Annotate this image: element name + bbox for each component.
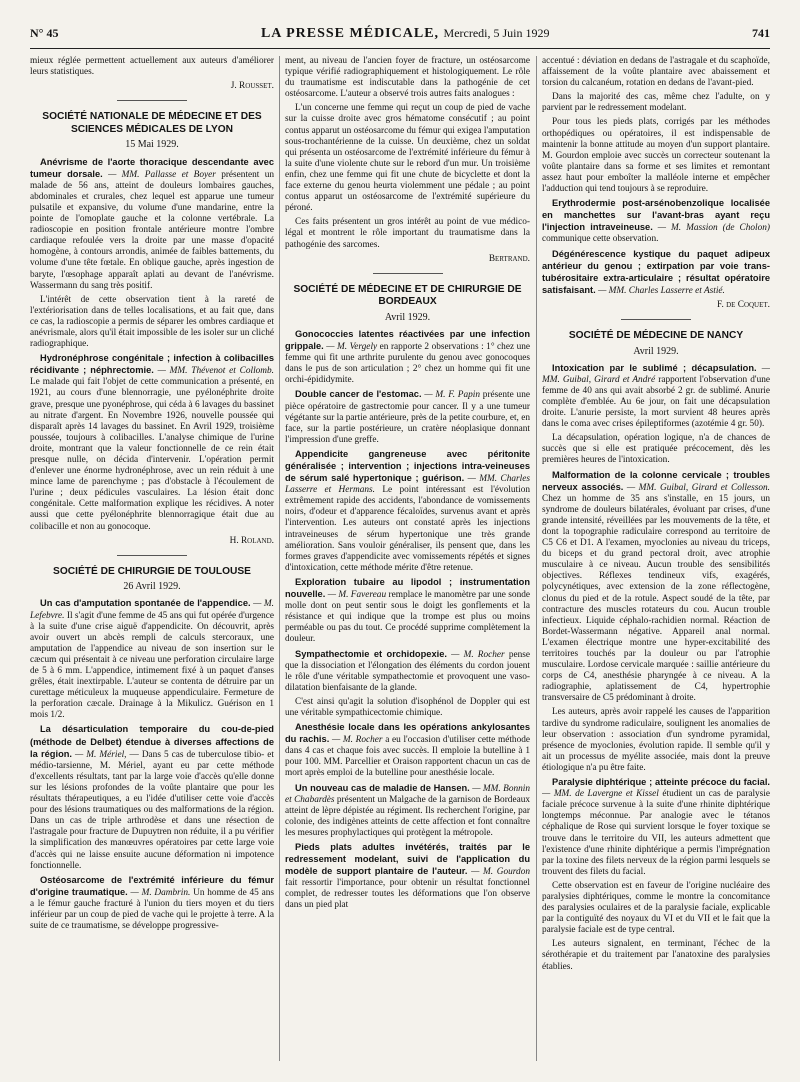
column-2 xyxy=(285,56,530,1066)
article-text: Un homme de 45 ans a le fémur gauche fracturé à l'union du tiers moyen et du tiers inférieur par un coup de pied de vache qui le projette à terre. A la suite de ce traumatisme, se développe progressive- xyxy=(30,887,274,932)
article-title: Anesthésie locale dans les opérations ankylosantes du rachis. xyxy=(285,722,530,745)
article-title: La désarticulation temporaire du cou-de-pied (méthode de Delbet) étendue à diverses affections de la région. xyxy=(30,724,274,759)
article xyxy=(285,842,530,912)
column-1 xyxy=(30,56,274,1066)
article-title: Paralysie diphtérique ; atteinte précoce du facial. xyxy=(552,777,770,788)
signature: J. Rousset. xyxy=(230,81,274,92)
article-text: étudient un cas de paralysie faciale précoce survenue à la suite d'une rhinite diphtérique longtemps méconnue. Par analogie avec le tétanos céphalique de Rose qui survient lorsque le foyer toxique se trouve dans le territoire du VII, les auteurs admettent que l'existence d'une rhinite diphtérique a permis l'imprégnation par la toxine des filets nerveux de la région parmi lesquels se trouvent des filets du facial. xyxy=(542,789,770,877)
article xyxy=(285,722,530,779)
article-text: Le point intéressant est l'évolution extrêmement rapide des accidents, l'abondance de vomissements noirs, d'odeur et d'apparence fécaloïdes, survenus avant et après l'intervention. Les auteurs ont constaté après les injections intraveineuses de sérum hypertonique une très grande amélioration. Sans vouloir généraliser, ils pensent que, dans les formes graves d'appendicite avec vomissements répétés et signes d'intoxication, cette méthode mérite d'être retenue. xyxy=(285,485,530,573)
article-authors: — MM. Charles Lasserre et Hermans. xyxy=(285,474,530,496)
article xyxy=(542,363,770,431)
article xyxy=(542,249,770,297)
article-title: Dégénérescence kystique du paquet adipeux antérieur du genou ; extirpation par voie trans-tubérositaire extra-articulaire ; résultat opératoire satisfaisant. xyxy=(542,248,770,295)
article-authors: — M. Favereau xyxy=(327,590,387,601)
article-text: remplace le manomètre par une sonde molle dont on peut sentir sous le doigt les gonflements et la résistance et qui indique que la trompe est plus ou moins perméable ou pas du tout. Ce procédé supprime complètement la douleur. xyxy=(285,590,530,645)
article xyxy=(285,449,530,574)
article-authors: — MM. Guibal, Girard et André xyxy=(542,363,770,385)
paragraph: La décapsulation, opération logique, n'a de chances de succès que si elle est pratiquée précocement, dès les premières heures de l'intoxication. xyxy=(542,433,770,466)
article-title: Un cas d'amputation spontanée de l'appendice. xyxy=(40,598,251,609)
article-authors: — M. Lefebvre. xyxy=(30,599,274,621)
issue-number: N° 45 xyxy=(30,26,59,40)
article-title: Appendicite gangreneuse avec péritonite généralisée ; intervention ; injections intra-veineuses de sérum salé hypertonique ; guérison. xyxy=(285,448,530,484)
section-title: SOCIÉTÉ DE CHIRURGIE DE TOULOUSE xyxy=(53,565,251,577)
article-text: présentent un Malgache de la garnison de Bordeaux atteint de lèpre dépistée au régiment. Ils recherchent l'origine, par colonie, des indigènes atteints de cette affection et font connaître les mesures prophylactiques qui protègent la métropole. xyxy=(285,794,530,838)
article-title: Double cancer de l'estomac. xyxy=(295,389,422,400)
article-text: Chez un homme de 35 ans s'installe, en 15 jours, un syndrome de douleurs bilatérales, évoluant par crises, d'une grande intensité, réveillées par les mouvements de la tête, et dont la topographie radiculaire correspond au territoire de C5 C6 et D1. A l'examen, myoclonies au niveau du triceps, du biceps et du grand pectoral droit, avec atrophie musculaire à ce niveau. Aucun trouble des sensibilités objectives. Réflexes tendineux vifs, exagérés, polycynétiques, avec extension de la zone réflectogène, clonus du pied et de la rotule. Aspect soudé de la tête, par contracture des muscles rotateurs du cou. Aucun trouble infectieux. Liquide céphalo-rachidien normal. Réaction de Bordet-Wassermann négative. Appareil anal normal. L'examen électrique montre une hyper-excitabilité des territoires touchés par la douleur ou par l'atrophie musculaire. Lordose cervicale marquée : saillie antérieure du corps de C4, anesthésie pharyngée à ce niveau. A la radiographie, aplatissement de C4, hypertrophie transversaire de C5 prédominant à droite. xyxy=(542,493,770,704)
paragraph: Dans la majorité des cas, même chez l'adulte, on y parvient par le redressement modelant. xyxy=(542,92,770,114)
section-date: Avril 1929. xyxy=(384,311,431,323)
article-title: Sympathectomie et orchidopexie. xyxy=(295,648,447,659)
article-text: en rapporte 2 observations : 1° chez une femme qui fit une arthrite purulente du genou avec gonocoques dans le pus de son articulation ; 2° chez un homme qui fit une orchi-épididymite. xyxy=(285,342,530,386)
article-text: fait ressortir l'importance, pour obtenir un résultat fonctionnel complet, de redresser toutes les déformations que l'on observe dans un pied plat xyxy=(285,878,530,911)
column-3 xyxy=(542,56,770,1066)
article-text: présentent un malade de 56 ans, atteint de douleurs lombaires gauches, abdominales et crurales, chez lequel est apparue une tumeur pulsatile et expansive, du volume d'une mandarine, entre la pointe de l'omoplate gauche et la colonne vertébrale. La radioscopie en position frontale antérieure montre l'ombre cardiaque refoulée vers la droite par une masse d'opacité homogène, à contours arrondis, animée de faibles battements, du volume d'une tête fœtale. En oblique gauche, après ingestion de baryte, l'œsophage apparaît aplati au devant de l'anévrisme. Wassermann du sang très positif. xyxy=(30,169,274,291)
article-text: a eu l'occasion d'utiliser cette méthode dans 4 cas et chaque fois avec succès. Il emploie la butelline à 1 pour 100. MM. Parcellier et Oraison rapportent chacun un cas de mort après emploi de la butelline pour anesthésie locale. xyxy=(285,735,530,779)
paragraph: Les auteurs, après avoir rappelé les causes de l'apparition tardive du syndrome radiculaire, soulignent les anomalies de leur observation : association d'un syndrome pyramidal, présence de myoclonies, évolution rapide. Il semble qu'il y ait un processus de myélite associée, mais dont la preuve étiologique n'a pu être faite. xyxy=(542,707,770,773)
article-title: Pieds plats adultes invétérés, traités par le redressement modelant, suivi de l'application du modèle de support plantaire de l'auteur. xyxy=(285,842,530,877)
article-title: Un nouveau cas de maladie de Hansen. xyxy=(295,782,470,793)
paragraph: Pour tous les pieds plats, corrigés par les méthodes orthopédiques ou opératoires, il est indispensable de maintenir la bonne attitude au moyen d'un support plantaire. M. Gourdon emploie avec succès un correcteur soutenant la voûte plantaire dans sa forme et ses limites et remontant assez haut pour emboîter la malléole interne et empêcher l'adduction qui tend toujours à se reproduire. xyxy=(542,117,770,195)
article-authors: — M. Massion (de Cholon) xyxy=(657,223,770,234)
article xyxy=(30,598,274,721)
article xyxy=(30,724,274,871)
separator xyxy=(117,100,187,101)
header-rule xyxy=(30,48,770,49)
journal-title xyxy=(261,26,550,42)
section-title: SOCIÉTÉ DE MÉDECINE DE NANCY xyxy=(568,329,744,341)
section-title: SOCIÉTÉ NATIONALE DE MÉDECINE ET DES SCIENCES MÉDICALES DE LYON xyxy=(42,111,262,135)
article-authors: — M. Vergely xyxy=(326,342,378,353)
section-date: Avril 1929. xyxy=(633,345,679,357)
article-title: Malformation de la colonne cervicale ; troubles nerveux associés. xyxy=(542,469,770,492)
article xyxy=(285,389,530,445)
signature: F. de Coquet. xyxy=(717,299,770,310)
article xyxy=(542,198,770,245)
article xyxy=(30,157,274,292)
article-title: Erythrodermie post-arsénobenzolique localisée en manchettes sur l'avant-bras ayant reçu l'injection intraveineuse. xyxy=(542,198,770,233)
article-title: Exploration tubaire au lipodol ; instrumentation nouvelle. xyxy=(285,576,530,600)
separator xyxy=(621,319,691,320)
article xyxy=(285,329,530,386)
paragraph: accentué : déviation en dedans de l'astragale et du scaphoïde, affaissement de la voûte plantaire avec abaissement et torsion du calcanéum, rotation en dedans de l'avant-pied. xyxy=(542,56,770,89)
article xyxy=(285,783,530,839)
article-authors: — MM. Bonnin et Chabardès xyxy=(285,783,530,805)
article-authors: — M. Mériel, xyxy=(75,749,127,760)
issue-date: Mercredi, 5 Juin 1929 xyxy=(443,26,550,40)
article-text: communique cette observation. xyxy=(542,234,659,245)
article-title: Ostéosarcome de l'extrémité inférieure du fémur d'origine traumatique. xyxy=(30,874,274,897)
article xyxy=(542,777,770,878)
article-authors: — M. Rocher xyxy=(331,735,383,746)
column-divider xyxy=(536,56,537,1061)
page-number: 741 xyxy=(751,26,770,40)
paragraph: Les auteurs signalent, en terminant, l'échec de la sérothérapie et du traitement par l'anatoxine des paralysies établies. xyxy=(542,939,770,972)
article-title: Intoxication par le sublimé ; décapsulation. xyxy=(552,362,757,373)
article-authors: — M. Rocher xyxy=(451,649,505,660)
signature: Bertrand. xyxy=(488,253,530,264)
page-header xyxy=(30,26,770,48)
paragraph: Cette observation est en faveur de l'origine nucléaire des paralysies diphtériques, comme le montre la concomitance des paralysies oculaires et de la paralysie faciale, explicable par la contiguïté des noyaux du VI et du VII et le fait que la paralysie faciale est de type central. xyxy=(542,880,770,936)
separator xyxy=(373,273,443,274)
paragraph: C'est ainsi qu'agit la solution d'isophénol de Doppler qui est une véritable sympathicectomie chimique. xyxy=(285,696,530,718)
paragraph: mieux réglée permettent actuellement aux auteurs d'améliorer leurs statistiques. xyxy=(30,56,274,78)
paragraph: Ces faits présentent un gros intérêt au point de vue médico-légal et montrent le rôle important du traumatisme dans la pathogénie des sarcomes. xyxy=(285,217,530,250)
article-authors: — MM. Guibal, Girard et Collesson. xyxy=(626,482,770,493)
article-authors: — MM. de Lavergne et Kissel xyxy=(542,789,659,800)
article-text: rapportent l'observation d'une femme de 40 ans qui avait absorbé 2 gr. de sublimé. Anurie complète d'emblée. Au 6e jour, on fait une décapsulation droite. L'anurie persiste, la mort survient 48 heures après dans le coma avec crises épileptiformes (azotémie 4 gr. 50). xyxy=(542,374,770,430)
article-text: Il s'agit d'une femme de 45 ans qui fut opérée d'urgence à la suite d'une crise aiguë d'appendicite. On découvrit, après avoir ouvert un abcès rempli de calculs stercoraux, une amputation de l'appendice au niveau de son insertion sur le cæcum qui présentait à ce niveau une perforation circulaire large de 5 à 6 mm. L'appendice, intimement fixé à un paquet d'anses grêles, était inextirpable. L'auteur se contenta de détruire par un curettage méticuleux la muqueuse appendiculaire. Fermeture de la perforation cæcale. Drainage à la Mikulicz. Guérison en 1 mois 1/2. xyxy=(30,610,274,721)
article xyxy=(30,875,274,932)
article-authors: — M. Dambrin. xyxy=(130,887,191,898)
section-title: SOCIÉTÉ DE MÉDECINE ET DE CHIRURGIE DE BORDEAUX xyxy=(293,283,522,308)
article-title: Gonococcies latentes réactivées par une infection grippale. xyxy=(285,328,530,352)
article xyxy=(285,649,530,694)
section-date: 26 Avril 1929. xyxy=(123,581,181,593)
signature: H. Roland. xyxy=(229,535,274,546)
article xyxy=(285,577,530,646)
article-text: présente une pièce opératoire de gastrectomie pour cancer. Il y a une tumeur végétante sur la partie antérieure, près de la petite courbure, et, en face, sur la partie postérieure, un cratère néoplasique donnant l'impression d'une greffe. xyxy=(285,390,530,445)
paragraph: ment, au niveau de l'ancien foyer de fracture, un ostéosarcome typique vérifié radiographiquement et histologiquement. Le rôle du traumatisme est indiscutable dans la pathogénie de cet ostéosarcome. L'auteur a observé trois autres faits analogues : xyxy=(285,56,530,100)
paragraph: L'un concerne une femme qui reçut un coup de pied de vache sur la cuisse droite avec gros hématome consécutif ; au point contus apparut un ostéosarcome du fémur qui exigea l'amputation sous-trochantérienne de la cuisse. Un deuxième, chez un soldat qui présenta un ostéosarcome de l'extrémité inférieure du fémur à la suite d'une violente chute sur le rebord d'un mur. Un troisième enfin, chez une femme qui fit une chute de bicyclette et dont la face externe du genou heurta violemment une pédale ; au point contus apparut un ostéosarcome de l'extrémité supérieure du péroné. xyxy=(285,103,530,214)
article-authors: — MM. Charles Lasserre et Astié. xyxy=(598,285,725,296)
separator xyxy=(117,555,187,556)
article xyxy=(30,353,274,533)
article-authors: — M. Gourdon xyxy=(471,867,530,878)
article-text: — Dans 5 cas de tuberculose tibio- et médio-tarsienne, M. Mériel, ayant eu par cette méthode d'excellents résultats, tant par la large voie d'accès qu'elle donne sur les lésions profondes de la voûte plantaire que pour les résultats thérapeutiques, a eu l'idée d'utiliser cette voie d'accès pour des lésions traumatiques ou des malformations de la région. Dans un cas de triple arthrodèse et dans une résection de l'astragale pour fracture de Dupuytren non réduite, il a pu vérifier la simplification des manœuvres opératoires par cette large voie d'accès qui ne laisse ensuite aucune déformation ni impotence fonctionnelle. xyxy=(30,749,274,871)
article-text: pense que la dissociation et l'élongation des éléments du cordon jouent le rôle d'une véritable sympathectomie et provoquent une vaso-dilatation bienfaisante de la glande. xyxy=(285,649,530,693)
article xyxy=(542,470,770,705)
paragraph: L'intérêt de cette observation tient à la rareté de l'extériorisation dans de telles localisations, et au fait que, dans ce cas, la radioscopie a permis de séparer les ombres cardiaque et anévrismale, alors qu'il était impossible de les isoler sur un cliché radiographique. xyxy=(30,294,274,350)
journal-name: LA PRESSE MÉDICALE, xyxy=(260,26,440,41)
column-divider xyxy=(279,56,280,1061)
article-authors: — MM. Pallasse et Boyer xyxy=(108,169,216,180)
section-date: 15 Mai 1929. xyxy=(125,139,179,151)
article-title: Hydronéphrose congénitale ; infection à colibacilles récidivante ; néphrectomie. xyxy=(30,353,274,376)
article-text: Le malade qui fait l'objet de cette communication a présenté, en 1921, au cours d'une blennorragie, une pyélonéphrite droite grave, presque une pyonéphrose, qui céda à 6 lavages du bassinet au nitrate d'argent. En Novembre 1926, nouvelle poussée qui disparaît après 14 lavages du bassinet. En Avril 1929, troisième poussée, toujours à colibacilles. L'analyse chimique de l'urine droite, montrant que la valeur fonctionnelle de ce rein était presque nulle, on décida d'intervenir. L'opération permit d'enlever une énorme hydronéphrose, avec un rein réduit à une mince lame de parenchyme ; pas d'obstacle à l'écoulement de l'urine ; deux pédicules vasculaires. La lésion était donc congénitale. Cette malformation explique les récidives. A noter aussi que cette pyélonéphrite blennorragique était due au colibacille et non au gonocoque. xyxy=(30,377,274,532)
article-title: Anévrisme de l'aorte thoracique descendante avec tumeur dorsale. xyxy=(30,156,274,179)
article-authors: — MM. Thévenot et Collomb. xyxy=(157,366,274,377)
article-authors: — M. F. Papin xyxy=(424,390,481,401)
